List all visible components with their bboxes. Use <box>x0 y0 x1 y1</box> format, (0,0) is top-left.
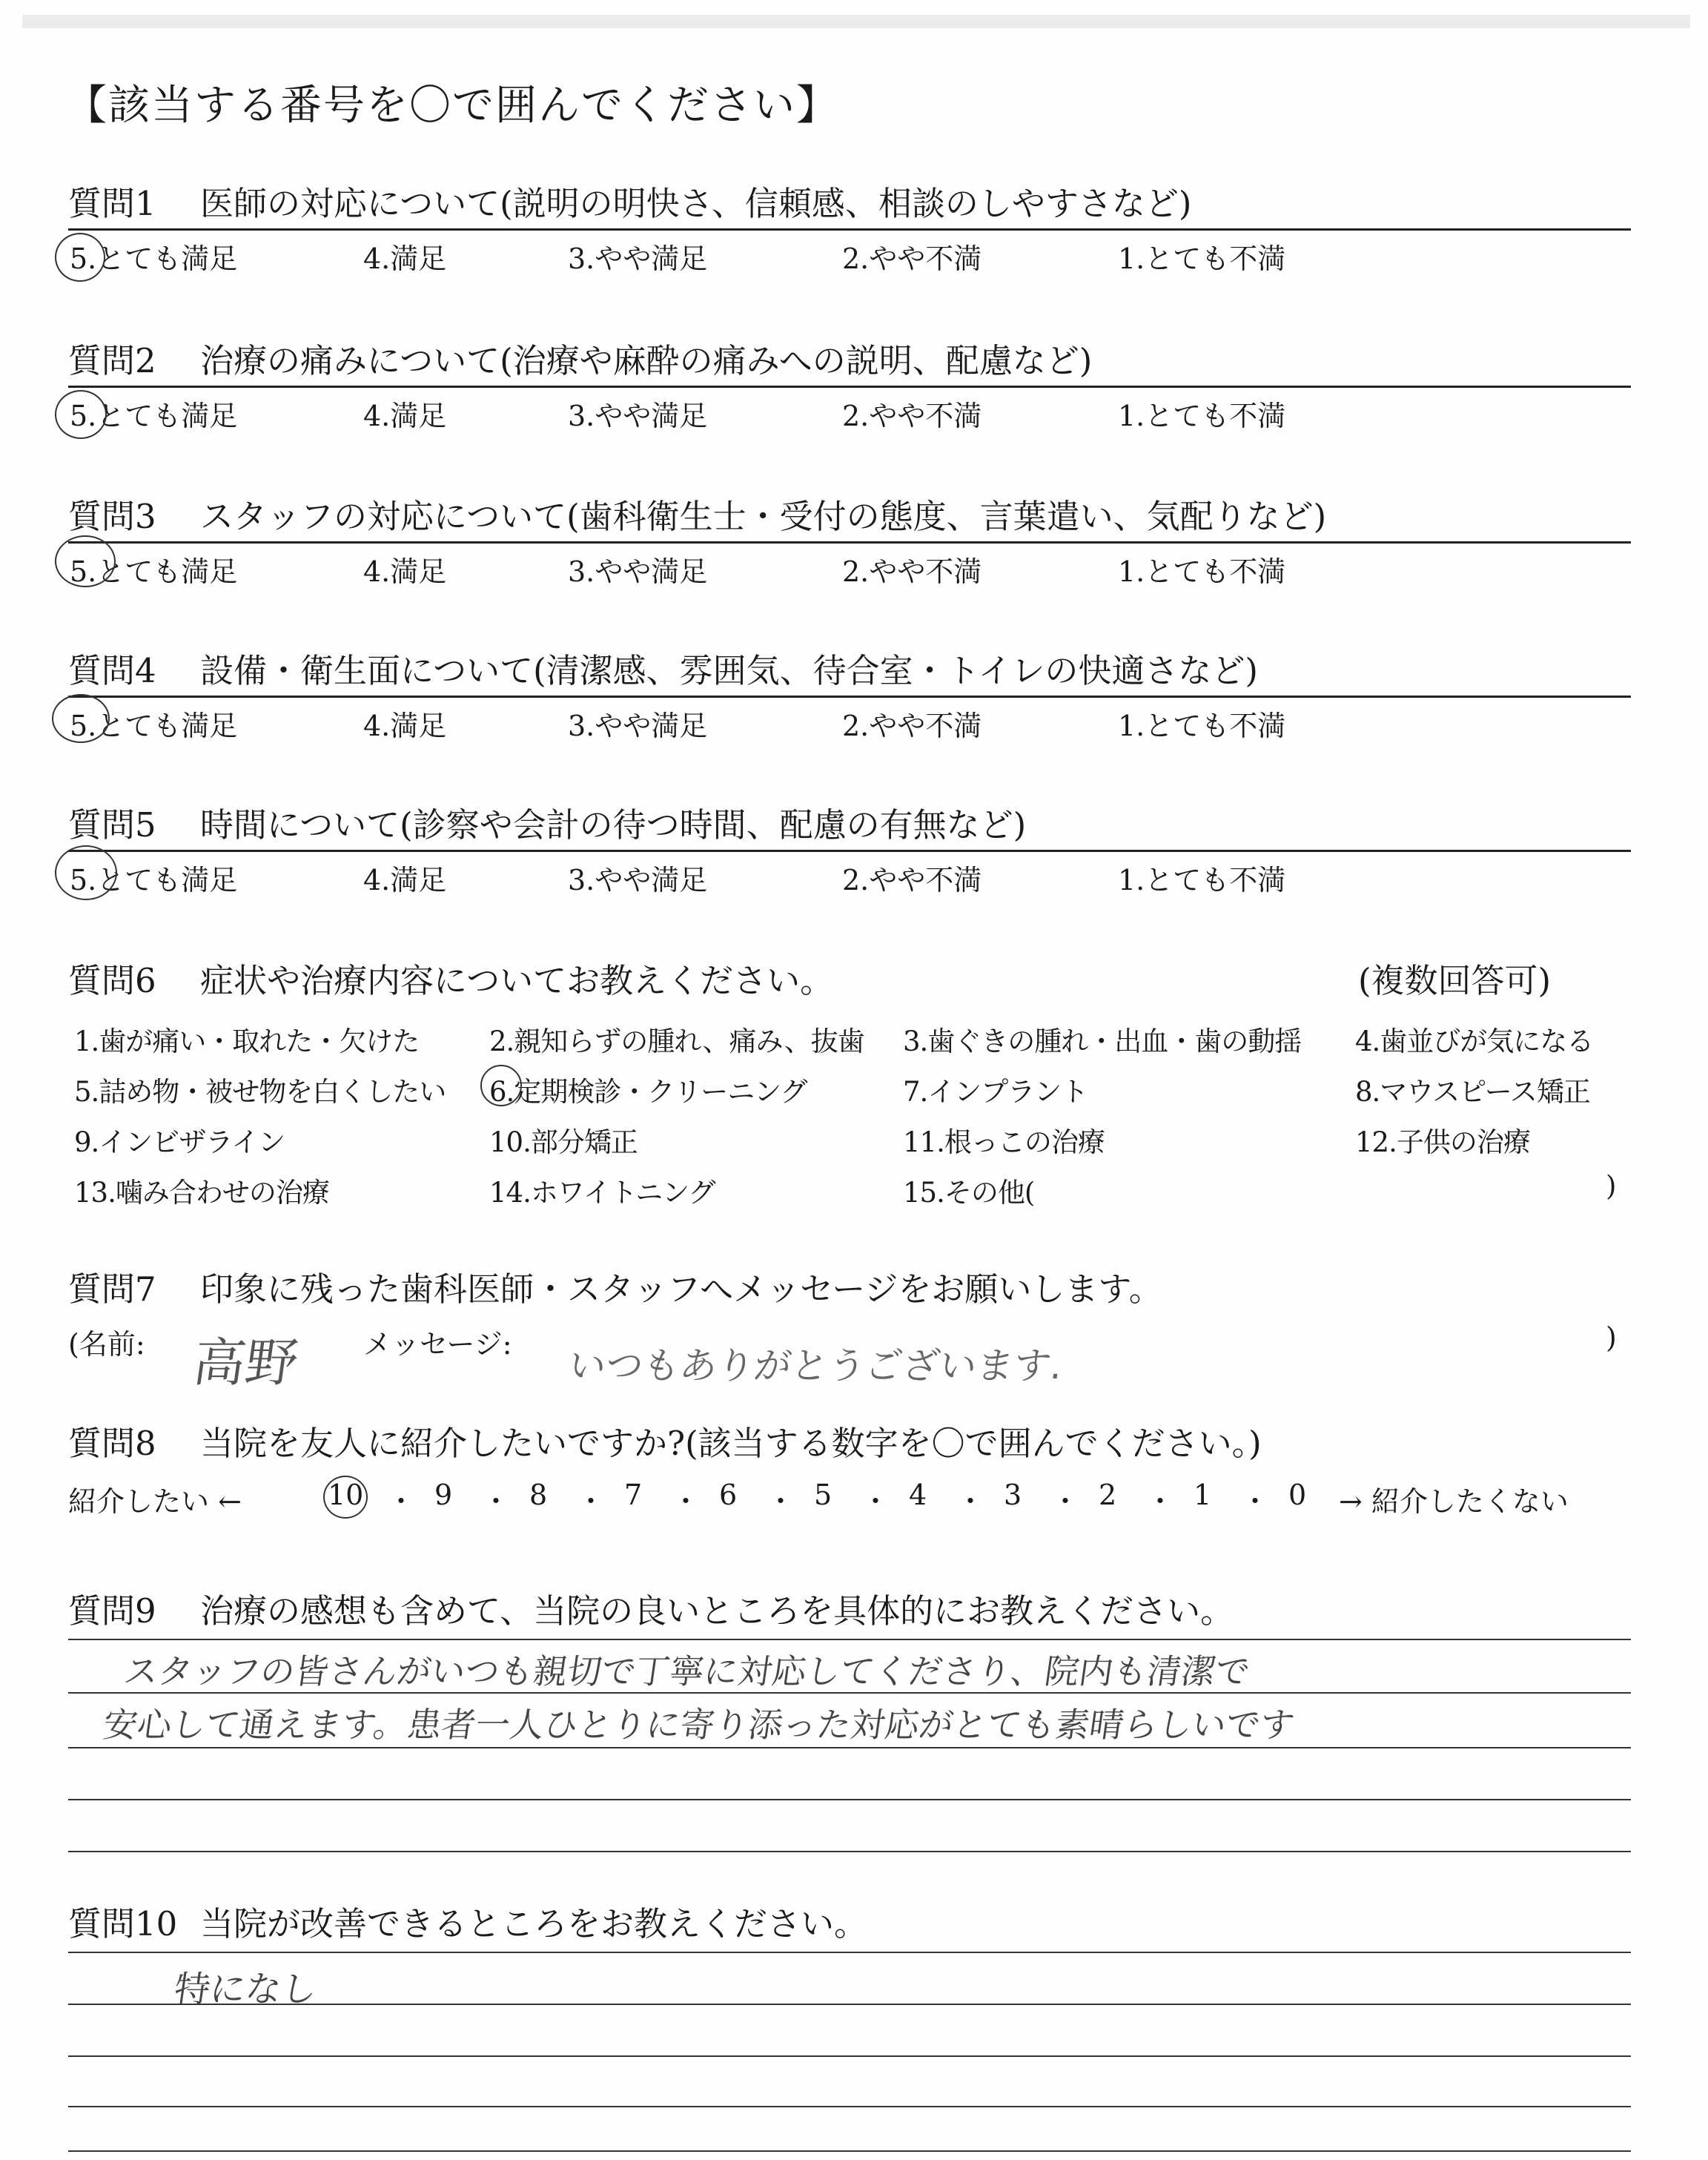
q6-choice-13[interactable]: 13.噛み合わせの治療 <box>74 1177 329 1209</box>
question-number: 質問4 <box>68 651 156 690</box>
q9-answer-line-1[interactable]: スタッフの皆さんがいつも親切で丁寧に対応してくださり、院内も清潔で <box>121 1651 1253 1691</box>
message-handwritten[interactable]: いつもありがとうございます. <box>566 1344 1066 1387</box>
question-text: スタッフの対応について(歯科衛生士・受付の態度、言葉遣い、気配りなど) <box>200 497 1327 536</box>
question-text: 治療の痛みについて(治療や麻酔の痛みへの説明、配慮など) <box>200 341 1093 380</box>
answer-line <box>68 1692 1631 1694</box>
question-text: 時間について(診察や会計の待つ時間、配慮の有無など) <box>200 805 1027 845</box>
q6-choice-14[interactable]: 14.ホワイトニング <box>489 1177 715 1209</box>
multiple-answer-note: (複数回答可) <box>1358 961 1552 1000</box>
question-number: 質問9 <box>68 1591 156 1631</box>
q6-choice-15-close: ) <box>1606 1170 1616 1202</box>
q2-option-5[interactable]: 5.とても満足 <box>70 400 238 432</box>
q9-answer-line-2[interactable]: 安心して通えます。患者一人ひとりに寄り添った対応がとても素晴らしいです <box>100 1705 1297 1745</box>
q3-option-2[interactable]: 2.やや不満 <box>842 555 982 588</box>
divider <box>68 228 1631 231</box>
answer-line <box>68 2106 1631 2107</box>
answer-line <box>68 1639 1631 1640</box>
score-dot: ・ <box>767 1485 795 1518</box>
q2-option-3[interactable]: 3.やや満足 <box>568 400 708 432</box>
score-dot: ・ <box>672 1485 701 1518</box>
score-dot: ・ <box>387 1485 416 1518</box>
q3-option-4[interactable]: 4.満足 <box>363 555 447 588</box>
q5-option-3[interactable]: 3.やや満足 <box>568 864 708 896</box>
q6-choice-3[interactable]: 3.歯ぐきの腫れ・出血・歯の動揺 <box>903 1025 1302 1057</box>
score-dot: ・ <box>577 1485 606 1518</box>
question-number: 質問7 <box>68 1269 156 1309</box>
selection-circle <box>323 1476 368 1519</box>
question-10 <box>68 1897 867 1945</box>
question-8 <box>68 1416 1262 1464</box>
divider <box>68 386 1631 388</box>
q6-choice-12[interactable]: 12.子供の治療 <box>1355 1126 1530 1158</box>
selection-circle <box>55 845 117 900</box>
question-text: 当院を友人に紹介したいですか?(該当する数字を〇で囲んでください。) <box>200 1424 1262 1463</box>
score-3[interactable]: 3 <box>1004 1479 1022 1511</box>
q4-option-5[interactable]: 5.とても満足 <box>70 710 238 742</box>
divider <box>68 696 1631 698</box>
question-9 <box>68 1584 1234 1632</box>
question-text: 印象に残った歯科医師・スタッフへメッセージをお願いします。 <box>200 1269 1162 1309</box>
q6-choice-5[interactable]: 5.詰め物・被せ物を白くしたい <box>74 1076 446 1108</box>
selection-circle <box>55 535 116 587</box>
q10-answer[interactable]: 特になし <box>171 1969 320 2010</box>
score-dot: ・ <box>861 1485 890 1518</box>
q2-option-1[interactable]: 1.とても不満 <box>1118 400 1286 432</box>
score-0[interactable]: 0 <box>1288 1479 1307 1511</box>
q6-choice-7[interactable]: 7.インプラント <box>903 1076 1088 1108</box>
q3-option-3[interactable]: 3.やや満足 <box>568 555 708 588</box>
score-dot: ・ <box>956 1485 985 1518</box>
q6-choice-2[interactable]: 2.親知らずの腫れ、痛み、抜歯 <box>489 1025 864 1057</box>
q5-option-1[interactable]: 1.とても不満 <box>1118 864 1286 896</box>
answer-line <box>68 1952 1631 1953</box>
answer-line <box>68 2055 1631 2057</box>
answer-line <box>68 2150 1631 2152</box>
q6-choice-8[interactable]: 8.マウスピース矯正 <box>1355 1076 1590 1108</box>
q4-option-2[interactable]: 2.やや不満 <box>842 710 982 742</box>
recommend-left-label: 紹介したい ← <box>68 1485 242 1518</box>
score-6[interactable]: 6 <box>719 1479 738 1511</box>
q6-choice-10[interactable]: 10.部分矯正 <box>489 1126 638 1158</box>
q5-option-2[interactable]: 2.やや不満 <box>842 864 982 896</box>
score-dot: ・ <box>1241 1485 1270 1518</box>
q3-option-5[interactable]: 5.とても満足 <box>70 555 238 588</box>
score-10[interactable]: 10 <box>328 1479 364 1511</box>
answer-line <box>68 1799 1631 1800</box>
question-number: 質問1 <box>68 184 156 223</box>
question-number: 質問3 <box>68 497 156 536</box>
q2-option-4[interactable]: 4.満足 <box>363 400 447 432</box>
q6-choice-15[interactable]: 15.その他( <box>903 1177 1035 1209</box>
q1-option-4[interactable]: 4.満足 <box>363 242 447 275</box>
question-number: 質問6 <box>68 961 156 1000</box>
selection-circle <box>52 694 110 743</box>
divider <box>68 850 1631 852</box>
q6-choice-1[interactable]: 1.歯が痛い・取れた・欠けた <box>74 1025 420 1057</box>
question-text: 治療の感想も含めて、当院の良いところを具体的にお教えください。 <box>200 1591 1234 1631</box>
question-3 <box>68 489 1326 538</box>
score-2[interactable]: 2 <box>1099 1479 1117 1511</box>
q2-option-2[interactable]: 2.やや不満 <box>842 400 982 432</box>
score-4[interactable]: 4 <box>909 1479 927 1511</box>
recommend-right-label: → 紹介したくない <box>1339 1485 1569 1518</box>
divider <box>68 541 1631 544</box>
message-close: ) <box>1606 1321 1617 1354</box>
question-6 <box>68 954 833 1002</box>
score-1[interactable]: 1 <box>1194 1479 1212 1511</box>
question-text: 症状や治療内容についてお教えください。 <box>200 961 834 1000</box>
question-text: 当院が改善できるところをお教えください。 <box>200 1904 868 1943</box>
selection-circle <box>55 390 107 439</box>
name-handwritten[interactable]: 高野 <box>189 1332 302 1393</box>
score-5[interactable]: 5 <box>814 1479 833 1511</box>
score-dot: ・ <box>482 1485 511 1518</box>
question-number: 質問5 <box>68 805 156 845</box>
score-dot: ・ <box>1146 1485 1175 1518</box>
answer-line <box>68 1851 1631 1852</box>
question-number: 質問8 <box>68 1424 156 1463</box>
q1-option-1[interactable]: 1.とても不満 <box>1118 242 1286 275</box>
question-1 <box>68 176 1191 225</box>
name-label: (名前: <box>68 1328 145 1361</box>
score-9[interactable]: 9 <box>434 1479 453 1511</box>
question-number: 質問2 <box>68 341 156 380</box>
question-text: 医師の対応について(説明の明快さ、信頼感、相談のしやすさなど) <box>200 184 1192 223</box>
answer-line <box>68 1747 1631 1748</box>
page-title: 【該当する番号を〇で囲んでください】 <box>65 82 839 130</box>
question-2 <box>68 334 1092 382</box>
question-5 <box>68 798 1026 846</box>
q3-option-1[interactable]: 1.とても不満 <box>1118 555 1286 588</box>
question-number: 質問10 <box>68 1904 178 1943</box>
q1-option-3[interactable]: 3.やや満足 <box>568 242 708 275</box>
message-label: メッセージ: <box>363 1328 512 1361</box>
question-4 <box>68 644 1258 692</box>
q4-option-4[interactable]: 4.満足 <box>363 710 447 742</box>
q1-option-5[interactable]: 5.とても満足 <box>70 242 238 275</box>
question-7 <box>68 1262 1162 1310</box>
question-text: 設備・衛生面について(清潔感、雰囲気、待合室・トイレの快適さなど) <box>200 651 1258 690</box>
selection-circle <box>480 1065 522 1106</box>
q6-choice-6[interactable]: 6.定期検診・クリーニング <box>489 1076 807 1108</box>
q1-option-2[interactable]: 2.やや不満 <box>842 242 982 275</box>
q4-option-3[interactable]: 3.やや満足 <box>568 710 708 742</box>
q6-choice-9[interactable]: 9.インビザライン <box>74 1126 285 1158</box>
q4-option-1[interactable]: 1.とても不満 <box>1118 710 1286 742</box>
score-7[interactable]: 7 <box>624 1479 643 1511</box>
score-8[interactable]: 8 <box>529 1479 548 1511</box>
q5-option-5[interactable]: 5.とても満足 <box>70 864 238 896</box>
q5-option-4[interactable]: 4.満足 <box>363 864 447 896</box>
scan-top-edge <box>22 15 1690 28</box>
q6-choice-11[interactable]: 11.根っこの治療 <box>903 1126 1105 1158</box>
q6-choice-4[interactable]: 4.歯並びが気になる <box>1355 1025 1594 1057</box>
score-dot: ・ <box>1051 1485 1080 1518</box>
selection-circle <box>55 233 105 282</box>
answer-line <box>68 2004 1631 2005</box>
